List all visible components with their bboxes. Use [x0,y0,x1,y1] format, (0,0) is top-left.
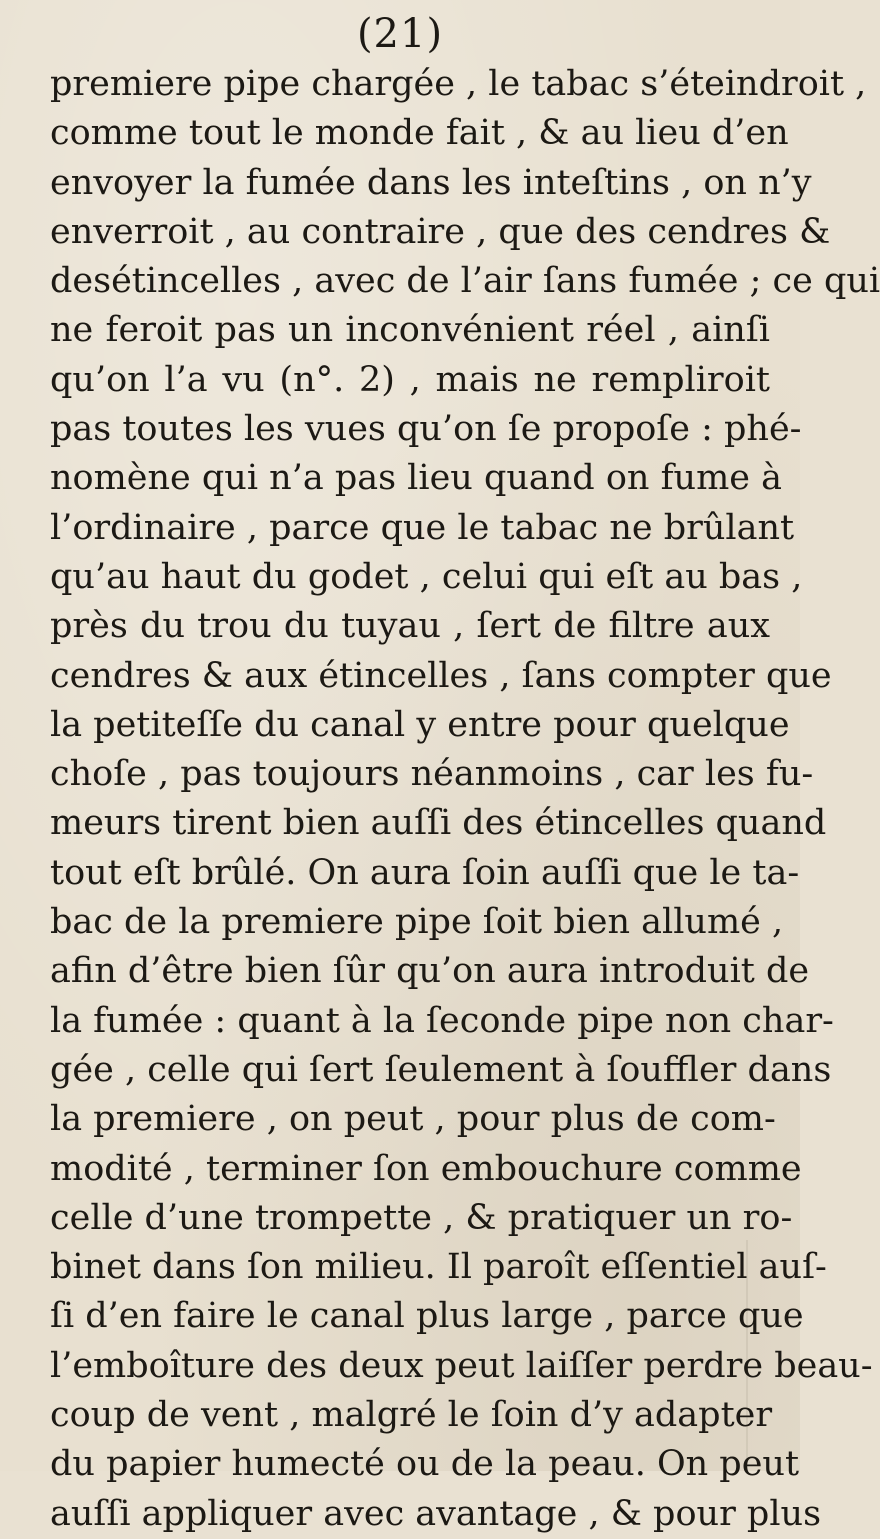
text-line: l’ordinaire , parce que le tabac ne brûlant [50,507,795,548]
body-text [50,60,880,1539]
text-line: pas toutes les vues qu’on ſe propoſe : phé- [50,409,802,450]
text-line: du papier humecté ou de la peau. On peut [50,1444,800,1485]
text-line: desétincelles , avec de l’air ſans fumée ; ce qui [50,261,880,302]
page-number: (21) [356,11,444,57]
text-line: comme tout le monde fait , & au lieu d’en [50,113,789,154]
text-line: meurs tirent bien auſſi des étincelles quand [50,803,827,844]
text-line: qu’on l’a vu (n°. 2) , mais ne rempliroit [50,359,770,400]
text-line: ſi d’en faire le canal plus large , parce que [50,1296,804,1337]
page-crease [746,1240,748,1470]
text-line: la fumée : quant à la ſeconde pipe non char- [50,1000,834,1041]
text-line: envoyer la fumée dans les inteſtins , on n’y [50,162,812,203]
text-line: binet dans ſon milieu. Il paroît eſſentiel auſ- [50,1247,827,1288]
text-line: bac de la premiere pipe ſoit bien allumé , [50,902,784,943]
text-line: ne feroit pas un inconvénient réel , ainſi [50,310,770,351]
text-line: près du trou du tuyau , ſert de filtre aux [50,606,770,647]
text-line: nomène qui n’a pas lieu quand on fume à [50,458,782,499]
text-line: cendres & aux étincelles , ſans compter que [50,655,832,696]
text-line: premiere pipe chargée , le tabac s’éteindroit , [50,64,867,104]
text-line: coup de vent , malgré le ſoin d’y adapter [50,1395,773,1436]
text-line: auſſi appliquer avec avantage , & pour plus [50,1493,822,1534]
text-line: afin d’être bien ſûr qu’on aura introduit de [50,951,810,992]
text-line: l’emboîture des deux peut laiſſer perdre beau- [50,1345,873,1386]
text-line: celle d’une trompette , & pratiquer un ro- [50,1197,793,1238]
text-line: gée , celle qui ſert ſeulement à ſouffler dans [50,1049,832,1090]
text-line: la petiteſſe du canal y entre pour quelque [50,704,790,745]
text-line: tout eſt brûlé. On aura ſoin auſſi que le ta- [50,852,800,893]
text-line: choſe , pas toujours néanmoins , car les fu- [50,754,814,795]
text-line: la premiere , on peut , pour plus de com- [50,1099,776,1140]
text-line: qu’au haut du godet , celui qui eſt au bas , [50,556,803,597]
text-line: enverroit , au contraire , que des cendres & [50,211,831,252]
text-line: modité , terminer ſon embouchure comme [50,1148,802,1189]
